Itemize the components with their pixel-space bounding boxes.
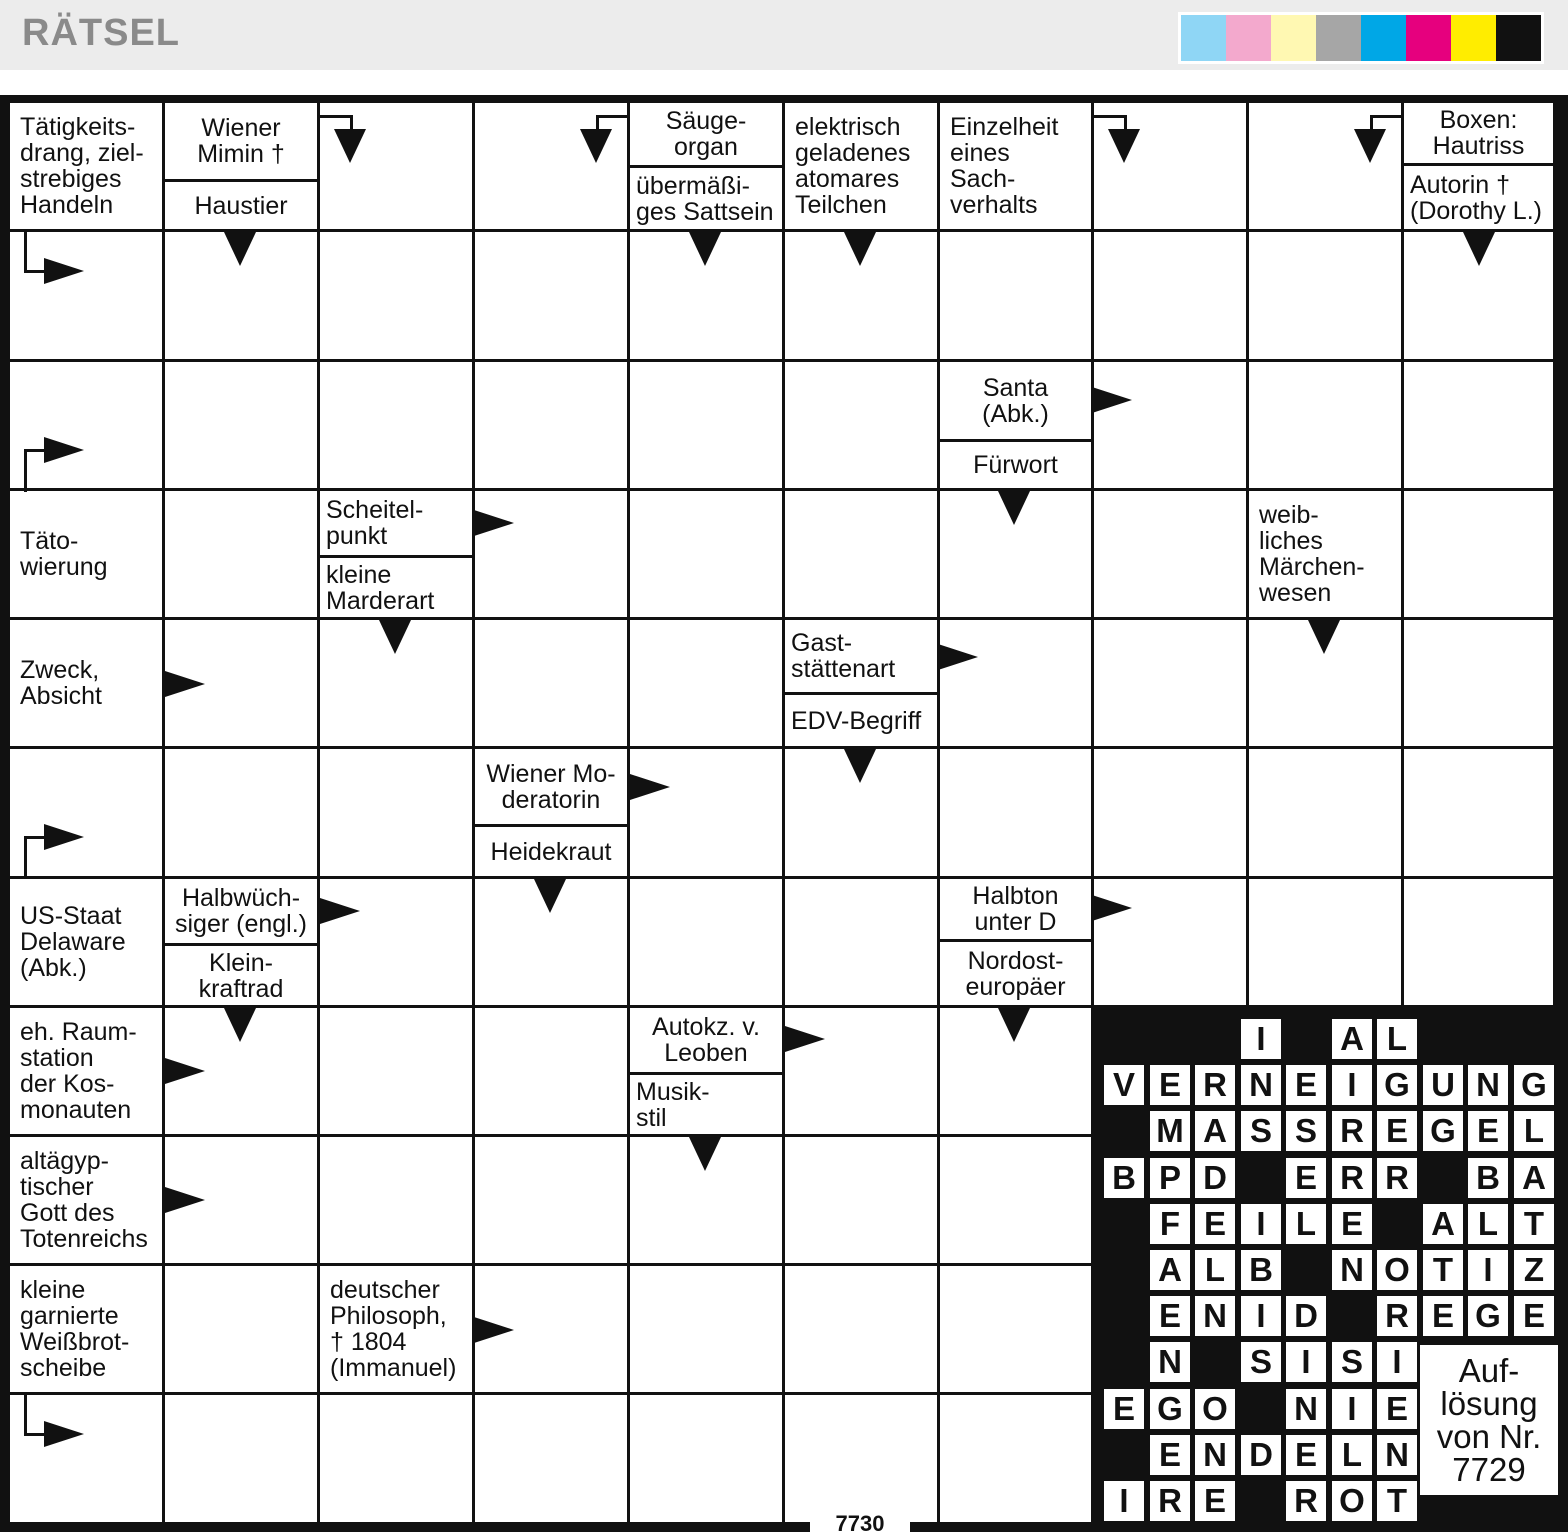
- clue-line: Weißbrot-: [20, 1328, 130, 1356]
- solution-letter: T: [1514, 1204, 1554, 1244]
- answer-cell[interactable]: [785, 1395, 937, 1522]
- right-arrow-icon: [165, 1058, 205, 1084]
- clue-line: Musik-: [636, 1077, 710, 1106]
- answer-cell[interactable]: [1094, 232, 1246, 359]
- solution-letter: N: [1241, 1065, 1281, 1105]
- clue-line: Mimin †: [197, 140, 285, 168]
- clue-line: Fürwort: [973, 451, 1058, 479]
- answer-cell[interactable]: [1404, 620, 1553, 746]
- solution-letter: D: [1286, 1296, 1326, 1336]
- clue-c15: [1249, 491, 1401, 617]
- clue-line: strebiges: [20, 165, 122, 193]
- solution-letter: M: [1150, 1111, 1190, 1151]
- right-arrow-icon: [630, 774, 670, 800]
- clue-line: stättenart: [791, 655, 896, 683]
- clue-c6: [785, 103, 937, 229]
- answer-cell[interactable]: [630, 491, 782, 617]
- right-arrow-icon: [44, 258, 84, 284]
- solution-letter: I: [1104, 1481, 1144, 1521]
- answer-cell[interactable]: [165, 491, 317, 617]
- solution-letter: E: [1195, 1481, 1235, 1521]
- color-calibration-bar: [1178, 12, 1544, 64]
- clue-c14: [320, 558, 472, 617]
- right-arrow-icon: [1092, 387, 1132, 413]
- answer-cell[interactable]: [320, 362, 472, 488]
- clue-c9: [1404, 166, 1553, 229]
- clue-line: europäer: [965, 972, 1066, 1001]
- solution-letter: G: [1423, 1111, 1463, 1151]
- answer-cell[interactable]: [475, 232, 627, 359]
- solution-letter: A: [1150, 1250, 1190, 1290]
- answer-cell[interactable]: [475, 1395, 627, 1522]
- answer-cell[interactable]: [630, 620, 782, 746]
- solution-letter: I: [1241, 1204, 1281, 1244]
- down-arrow-icon: [1108, 129, 1140, 163]
- solution-letter: A: [1332, 1019, 1372, 1059]
- solution-letter: E: [1286, 1158, 1326, 1198]
- clue-line: Sach-: [950, 165, 1016, 193]
- down-arrow-icon: [224, 232, 256, 266]
- down-arrow-icon: [379, 620, 411, 654]
- clue-line: kleine: [20, 1276, 86, 1304]
- solution-letter: G: [1468, 1296, 1508, 1336]
- right-arrow-icon: [474, 1317, 514, 1343]
- clue-line: kleine: [326, 560, 392, 589]
- clue-line: Handeln: [20, 191, 114, 219]
- clue-line: Autorin †: [1410, 170, 1511, 199]
- clue-line: Halbwüch-: [181, 884, 301, 912]
- clue-line: verhalts: [950, 191, 1038, 219]
- solution-letter: F: [1150, 1204, 1190, 1244]
- clue-line: übermäßi-: [636, 171, 750, 200]
- clue-line: wierung: [20, 553, 108, 581]
- solution-letter: A: [1195, 1111, 1235, 1151]
- right-arrow-icon: [1092, 895, 1132, 921]
- clue-line: deratorin: [501, 785, 601, 814]
- clue-line: Autokz. v.: [652, 1013, 760, 1041]
- solution-letter: I: [1332, 1389, 1372, 1429]
- solution-letter: Z: [1514, 1250, 1554, 1290]
- caption-line: 7729: [1452, 1451, 1526, 1488]
- clue-line: Hautriss: [1432, 132, 1525, 160]
- solution-letter: O: [1332, 1481, 1372, 1521]
- color-swatch: [1226, 15, 1271, 61]
- answer-cell[interactable]: [1249, 362, 1401, 488]
- clue-c22: [165, 879, 317, 943]
- clue-line: station: [20, 1044, 94, 1072]
- clue-line: Heidekraut: [490, 837, 612, 866]
- answer-cell[interactable]: [1404, 749, 1553, 876]
- answer-cell[interactable]: [1094, 620, 1246, 746]
- color-swatch: [1181, 15, 1226, 61]
- clue-line: punkt: [326, 522, 388, 550]
- solution-letter: S: [1286, 1111, 1326, 1151]
- solution-letter: R: [1195, 1065, 1235, 1105]
- solution-letter: R: [1286, 1481, 1326, 1521]
- solution-letter: B: [1468, 1158, 1508, 1198]
- clue-line: Wiener Mo-: [486, 759, 616, 788]
- solution-letter: D: [1241, 1435, 1281, 1475]
- answer-cell[interactable]: [165, 362, 317, 488]
- clue-line: eh. Raum-: [20, 1018, 137, 1046]
- clue-c25: [940, 942, 1091, 1005]
- clue-line: Santa: [982, 373, 1049, 402]
- solution-letter: L: [1332, 1435, 1372, 1475]
- clue-c23: [165, 946, 317, 1005]
- clue-line: kraftrad: [198, 974, 284, 1003]
- clue-line: Teilchen: [795, 191, 887, 219]
- solution-letter: I: [1377, 1342, 1417, 1382]
- clue-line: eines: [950, 139, 1010, 167]
- clue-c29: [10, 1137, 162, 1263]
- right-arrow-icon: [474, 510, 514, 536]
- answer-cell[interactable]: [940, 620, 1091, 746]
- solution-letter: S: [1241, 1111, 1281, 1151]
- clue-line: monauten: [20, 1096, 132, 1124]
- answer-cell[interactable]: [940, 1137, 1091, 1263]
- clue-line: tischer: [20, 1173, 94, 1201]
- answer-cell[interactable]: [320, 232, 472, 359]
- clue-line: geladenes: [795, 139, 911, 167]
- clue-line: Gast-: [791, 629, 853, 657]
- clue-line: (Abk.): [982, 399, 1049, 428]
- clue-line: altägyp-: [20, 1147, 109, 1175]
- answer-cell[interactable]: [630, 362, 782, 488]
- solution-letter: G: [1150, 1389, 1190, 1429]
- clue-line: Gott des: [20, 1199, 115, 1227]
- solution-letter: B: [1241, 1250, 1281, 1290]
- solution-letter: L: [1468, 1204, 1508, 1244]
- answer-cell[interactable]: [165, 1266, 317, 1392]
- answer-cell[interactable]: [1404, 491, 1553, 617]
- right-arrow-icon: [938, 644, 978, 670]
- answer-cell[interactable]: [940, 1266, 1091, 1392]
- clue-c20: [475, 827, 627, 876]
- clue-line: elektrisch: [795, 113, 901, 141]
- color-swatch: [1271, 15, 1316, 61]
- down-arrow-icon: [689, 232, 721, 266]
- clue-line: siger (engl.): [175, 910, 307, 938]
- solution-letter: E: [1468, 1111, 1508, 1151]
- solution-letter: N: [1195, 1296, 1235, 1336]
- clue-c10: [940, 362, 1091, 439]
- clue-line: Klein-: [209, 948, 273, 977]
- solution-letter: N: [1468, 1065, 1508, 1105]
- answer-cell[interactable]: [785, 1137, 937, 1263]
- solution-letter: D: [1195, 1158, 1235, 1198]
- clue-line: Märchen-: [1259, 553, 1365, 581]
- solution-letter: E: [1150, 1296, 1190, 1336]
- answer-cell[interactable]: [1249, 232, 1401, 359]
- answer-cell[interactable]: [1249, 749, 1401, 876]
- solution-letter: A: [1423, 1204, 1463, 1244]
- answer-cell[interactable]: [165, 749, 317, 876]
- clue-line: der Kos-: [20, 1070, 115, 1098]
- clue-line: ges Sattsein: [636, 197, 774, 226]
- answer-cell[interactable]: [320, 749, 472, 876]
- solution-letter: V: [1104, 1065, 1144, 1105]
- answer-cell[interactable]: [1249, 879, 1401, 1005]
- solution-letter: U: [1423, 1065, 1463, 1105]
- clue-c21: [10, 879, 162, 1005]
- solution-letter: E: [1104, 1389, 1144, 1429]
- down-arrow-icon: [1308, 620, 1340, 654]
- clue-line: Nordost-: [967, 946, 1064, 975]
- answer-cell[interactable]: [1094, 749, 1246, 876]
- clue-line: Wiener: [201, 114, 281, 142]
- down-arrow-icon: [224, 1008, 256, 1042]
- right-arrow-icon: [44, 437, 84, 463]
- solution-letter: O: [1377, 1250, 1417, 1290]
- clue-line: Halbton: [972, 882, 1059, 910]
- solution-letter: E: [1150, 1065, 1190, 1105]
- page-header: [0, 0, 1568, 70]
- clue-c26: [10, 1008, 162, 1134]
- answer-cell[interactable]: [940, 1395, 1091, 1522]
- solution-letter: G: [1514, 1065, 1554, 1105]
- clue-c13: [320, 491, 472, 555]
- solution-letter: L: [1514, 1111, 1554, 1151]
- answer-cell[interactable]: [1094, 491, 1246, 617]
- clue-line: (Abk.): [20, 954, 87, 982]
- clue-line: Täto-: [20, 527, 79, 555]
- clue-line: Leoben: [664, 1039, 748, 1067]
- solution-letter: R: [1377, 1296, 1417, 1336]
- answer-cell[interactable]: [475, 620, 627, 746]
- right-arrow-icon: [320, 898, 360, 924]
- answer-cell[interactable]: [320, 1137, 472, 1263]
- answer-cell[interactable]: [785, 879, 937, 1005]
- clue-line: Scheitel-: [326, 496, 424, 524]
- answer-cell[interactable]: [475, 1008, 627, 1134]
- solution-letter: E: [1150, 1435, 1190, 1475]
- solution-letter: G: [1377, 1065, 1417, 1105]
- right-arrow-icon: [44, 1421, 84, 1447]
- clue-c11: [940, 442, 1091, 488]
- solution-letter: A: [1514, 1158, 1554, 1198]
- clue-c8: [1404, 103, 1553, 163]
- clue-line: liches: [1259, 527, 1323, 555]
- solution-letter: T: [1377, 1481, 1417, 1521]
- clue-c19: [475, 749, 627, 824]
- solution-letter: E: [1195, 1204, 1235, 1244]
- clue-c27: [630, 1008, 782, 1072]
- solution-letter: L: [1195, 1250, 1235, 1290]
- answer-cell[interactable]: [320, 1008, 472, 1134]
- clue-line: Einzelheit: [950, 113, 1059, 141]
- clue-line: scheibe: [20, 1354, 107, 1382]
- answer-cell[interactable]: [475, 1137, 627, 1263]
- solution-letter: N: [1150, 1342, 1190, 1382]
- down-arrow-icon: [580, 129, 612, 163]
- clue-line: unter D: [974, 908, 1057, 936]
- solution-letter: E: [1514, 1296, 1554, 1336]
- solution-letter: I: [1241, 1296, 1281, 1336]
- solution-letter: L: [1286, 1204, 1326, 1244]
- down-arrow-icon: [844, 232, 876, 266]
- clue-line: Boxen:: [1439, 106, 1518, 134]
- clue-line: drang, ziel-: [20, 139, 144, 167]
- solution-letter: B: [1104, 1158, 1144, 1198]
- down-arrow-icon: [1354, 129, 1386, 163]
- answer-cell[interactable]: [785, 491, 937, 617]
- down-arrow-icon: [1463, 232, 1495, 266]
- clue-line: US-Staat: [20, 902, 122, 930]
- solution-letter: T: [1423, 1250, 1463, 1290]
- clue-c3: [165, 182, 317, 229]
- clue-c4: [630, 103, 782, 165]
- clue-line: † 1804: [330, 1328, 407, 1356]
- clue-c2: [165, 103, 317, 179]
- solution-letter: E: [1377, 1111, 1417, 1151]
- clue-c7: [940, 103, 1091, 229]
- clue-c12: [10, 491, 162, 617]
- caption-line: Auf-: [1458, 1352, 1520, 1389]
- solution-letter: I: [1286, 1342, 1326, 1382]
- answer-cell[interactable]: [940, 749, 1091, 876]
- solution-caption: [1420, 1345, 1558, 1495]
- right-arrow-icon: [165, 671, 205, 697]
- clue-line: Philosoph,: [330, 1302, 447, 1330]
- solution-letter: P: [1150, 1158, 1190, 1198]
- color-swatch: [1316, 15, 1361, 61]
- clue-line: Zweck,: [20, 656, 100, 684]
- clue-c5: [630, 168, 782, 229]
- clue-line: Säuge-: [665, 107, 747, 135]
- clue-line: Haustier: [194, 191, 288, 220]
- down-arrow-icon: [689, 1137, 721, 1171]
- page-title: RÄTSEL: [22, 12, 180, 54]
- puzzle-number: 7730: [810, 1512, 910, 1532]
- solution-letter: I: [1468, 1250, 1508, 1290]
- down-arrow-icon: [534, 879, 566, 913]
- color-swatch: [1496, 15, 1541, 61]
- right-arrow-icon: [44, 824, 84, 850]
- clue-line: organ: [674, 133, 738, 161]
- clue-line: Absicht: [20, 682, 102, 710]
- answer-cell[interactable]: [940, 232, 1091, 359]
- clue-line: (Dorothy L.): [1410, 196, 1542, 225]
- solution-letter: E: [1423, 1296, 1463, 1336]
- answer-cell[interactable]: [1404, 362, 1553, 488]
- down-arrow-icon: [334, 129, 366, 163]
- answer-cell[interactable]: [630, 749, 782, 876]
- solution-letter: N: [1286, 1389, 1326, 1429]
- color-swatch: [1451, 15, 1496, 61]
- answer-cell[interactable]: [785, 1266, 937, 1392]
- solution-letter: S: [1332, 1342, 1372, 1382]
- down-arrow-icon: [998, 491, 1030, 525]
- clue-line: Delaware: [20, 928, 126, 956]
- answer-cell[interactable]: [1404, 879, 1553, 1005]
- clue-c28: [630, 1075, 782, 1134]
- clue-line: Marderart: [326, 586, 435, 615]
- clue-c18: [785, 695, 937, 746]
- clue-line: wesen: [1259, 579, 1332, 607]
- solution-letter: R: [1332, 1111, 1372, 1151]
- answer-cell[interactable]: [630, 879, 782, 1005]
- down-arrow-icon: [998, 1008, 1030, 1042]
- solution-letter: E: [1332, 1204, 1372, 1244]
- clue-line: garnierte: [20, 1302, 119, 1330]
- clue-line: weib-: [1259, 501, 1319, 529]
- clue-line: EDV-Begriff: [791, 706, 922, 735]
- caption-line: lösung: [1440, 1385, 1538, 1422]
- solution-letter: I: [1241, 1019, 1281, 1059]
- down-arrow-icon: [844, 749, 876, 783]
- right-arrow-icon: [165, 1187, 205, 1213]
- solution-letter: S: [1241, 1342, 1281, 1382]
- clue-line: deutscher: [330, 1276, 440, 1304]
- solution-letter: E: [1286, 1065, 1326, 1105]
- color-swatch: [1406, 15, 1451, 61]
- clue-line: (Immanuel): [330, 1354, 457, 1382]
- clue-c17: [785, 620, 937, 692]
- answer-cell[interactable]: [1094, 362, 1246, 488]
- color-swatch: [1361, 15, 1406, 61]
- clue-c31: [320, 1266, 472, 1392]
- solution-letter: E: [1286, 1435, 1326, 1475]
- solution-letter: R: [1150, 1481, 1190, 1521]
- right-arrow-icon: [785, 1026, 825, 1052]
- solution-letter: L: [1377, 1019, 1417, 1059]
- answer-cell[interactable]: [475, 362, 627, 488]
- answer-cell[interactable]: [320, 1395, 472, 1522]
- clue-line: atomares: [795, 165, 900, 193]
- solution-letter: R: [1332, 1158, 1372, 1198]
- clue-line: Totenreichs: [20, 1225, 148, 1253]
- answer-cell[interactable]: [785, 362, 937, 488]
- clue-c16: [10, 620, 162, 746]
- solution-letter: E: [1377, 1389, 1417, 1429]
- clue-line: Tätigkeits-: [20, 113, 136, 141]
- clue-c30: [10, 1266, 162, 1392]
- solution-letter: N: [1332, 1250, 1372, 1290]
- solution-letter: O: [1195, 1389, 1235, 1429]
- clue-line: stil: [636, 1103, 667, 1132]
- solution-letter: R: [1377, 1158, 1417, 1198]
- clue-c1: [10, 103, 162, 229]
- solution-letter: N: [1195, 1435, 1235, 1475]
- answer-cell[interactable]: [165, 1395, 317, 1522]
- answer-cell[interactable]: [630, 1266, 782, 1392]
- solution-letter: I: [1332, 1065, 1372, 1105]
- clue-c24: [940, 879, 1091, 939]
- caption-line: von Nr.: [1436, 1418, 1542, 1455]
- solution-letter: N: [1377, 1435, 1417, 1475]
- answer-cell[interactable]: [630, 1395, 782, 1522]
